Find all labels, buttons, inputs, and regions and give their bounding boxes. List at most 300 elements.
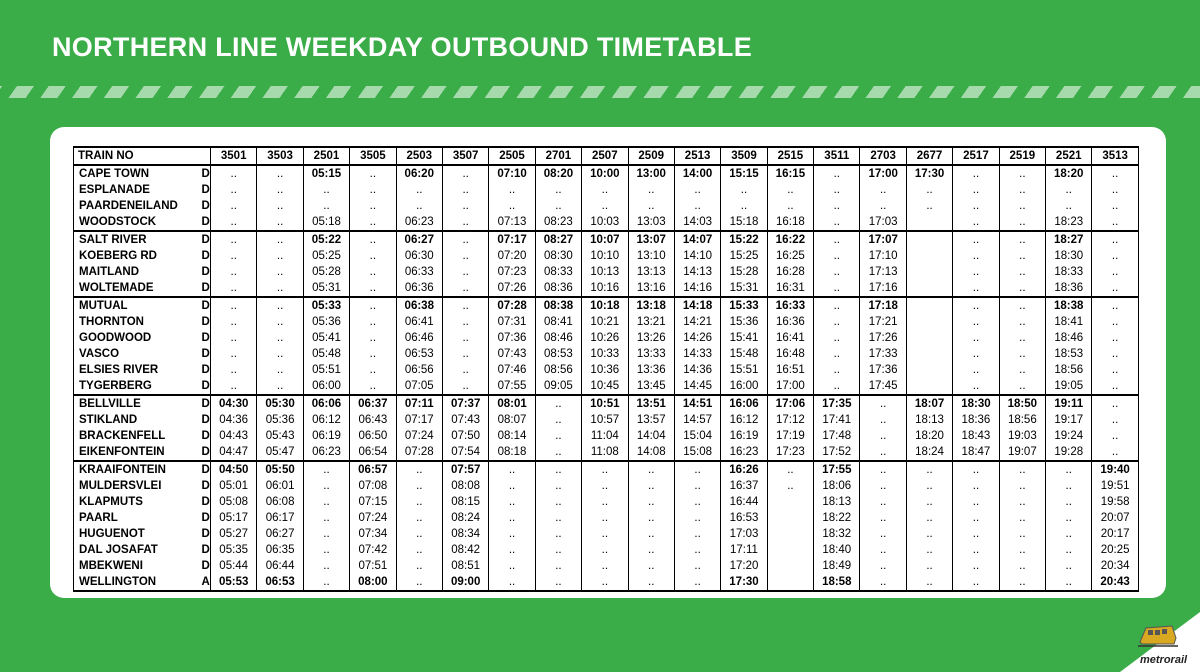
arrive-depart-flag: D (200, 297, 211, 314)
table-row (74, 395, 1139, 412)
time-cell (906, 248, 952, 264)
time-cell: 08:41 (535, 314, 581, 330)
time-cell: 15:18 (721, 214, 767, 231)
time-cell: .. (1046, 494, 1092, 510)
time-cell: .. (953, 574, 999, 591)
time-cell: .. (1046, 182, 1092, 198)
time-cell: 15:28 (721, 264, 767, 280)
time-cell: 15:41 (721, 330, 767, 346)
time-cell: 06:20 (396, 165, 442, 182)
time-cell: .. (906, 574, 952, 591)
time-cell: 05:36 (303, 314, 349, 330)
header-da (200, 147, 211, 165)
time-cell: 07:51 (350, 558, 396, 574)
time-cell: .. (535, 412, 581, 428)
time-cell: 06:36 (396, 280, 442, 297)
time-cell: 15:51 (721, 362, 767, 378)
time-cell: .. (350, 264, 396, 280)
time-cell: .. (350, 165, 396, 182)
header-train-3507: 3507 (442, 147, 488, 165)
time-cell: 07:26 (489, 280, 535, 297)
time-cell: .. (767, 478, 813, 494)
table-row (74, 526, 1139, 542)
time-cell: .. (860, 558, 906, 574)
time-cell: .. (211, 248, 257, 264)
time-cell: .. (953, 461, 999, 478)
time-cell: 08:36 (535, 280, 581, 297)
time-cell: .. (953, 378, 999, 395)
header-train-3511: 3511 (814, 147, 860, 165)
time-cell: 06:56 (396, 362, 442, 378)
time-cell: 07:24 (396, 428, 442, 444)
time-cell: 18:30 (1046, 248, 1092, 264)
time-cell: .. (814, 248, 860, 264)
time-cell: 17:00 (860, 165, 906, 182)
time-cell: 17:19 (767, 428, 813, 444)
time-cell: .. (396, 542, 442, 558)
time-cell: .. (1092, 428, 1138, 444)
time-cell: .. (860, 510, 906, 526)
time-cell: 17:30 (721, 574, 767, 591)
time-cell: 16:00 (721, 378, 767, 395)
time-cell: .. (814, 378, 860, 395)
table-row (74, 494, 1139, 510)
time-cell: .. (999, 182, 1045, 198)
time-cell: 16:26 (721, 461, 767, 478)
time-cell: .. (257, 264, 303, 280)
station-name: CAPE TOWN (74, 165, 200, 182)
time-cell: .. (1092, 214, 1138, 231)
arrive-depart-flag: D (201, 364, 210, 376)
time-cell: 04:47 (211, 444, 257, 461)
time-cell: 13:36 (628, 362, 674, 378)
time-cell: 18:13 (906, 412, 952, 428)
time-cell: .. (303, 198, 349, 214)
arrive-depart-flag: D (201, 512, 210, 524)
time-cell: 17:18 (860, 297, 906, 314)
time-cell: 08:23 (535, 214, 581, 231)
time-cell: 08:14 (489, 428, 535, 444)
time-cell: .. (396, 182, 442, 198)
time-cell: .. (350, 198, 396, 214)
time-cell: .. (999, 165, 1045, 182)
time-cell: .. (211, 362, 257, 378)
time-cell: .. (257, 297, 303, 314)
time-cell: 07:15 (350, 494, 396, 510)
time-cell: 10:45 (582, 378, 628, 395)
time-cell: 07:10 (489, 165, 535, 182)
time-cell: 14:00 (674, 165, 720, 182)
time-cell: .. (350, 378, 396, 395)
time-cell: 18:24 (906, 444, 952, 461)
time-cell: 15:08 (674, 444, 720, 461)
time-cell: 06:53 (396, 346, 442, 362)
train-icon (1138, 622, 1178, 648)
time-cell: .. (257, 280, 303, 297)
time-cell: .. (906, 494, 952, 510)
time-cell: .. (350, 297, 396, 314)
time-cell: .. (442, 330, 488, 346)
time-cell: 17:26 (860, 330, 906, 346)
time-cell: .. (303, 542, 349, 558)
time-cell: .. (442, 362, 488, 378)
time-cell: 20:07 (1092, 510, 1138, 526)
table-row (74, 574, 1139, 591)
time-cell: .. (257, 346, 303, 362)
time-cell: .. (442, 264, 488, 280)
time-cell: 05:25 (303, 248, 349, 264)
time-cell: 07:24 (350, 510, 396, 526)
time-cell: 13:18 (628, 297, 674, 314)
time-cell: 20:34 (1092, 558, 1138, 574)
arrive-depart-flag: D (200, 461, 211, 478)
time-cell: 14:21 (674, 314, 720, 330)
time-cell: .. (257, 198, 303, 214)
arrive-depart-flag: D (200, 378, 211, 395)
time-cell: 17:23 (767, 444, 813, 461)
time-cell: .. (953, 264, 999, 280)
time-cell (906, 346, 952, 362)
time-cell: .. (535, 395, 581, 412)
time-cell: 18:50 (999, 395, 1045, 412)
time-cell: .. (999, 362, 1045, 378)
time-cell: .. (1046, 510, 1092, 526)
time-cell: .. (953, 248, 999, 264)
time-cell: 05:35 (211, 542, 257, 558)
time-cell: 08:33 (535, 264, 581, 280)
time-cell: .. (953, 494, 999, 510)
time-cell: .. (628, 461, 674, 478)
arrive-depart-flag: D (201, 200, 210, 212)
time-cell: 07:28 (489, 297, 535, 314)
time-cell: 08:42 (442, 542, 488, 558)
time-cell (767, 494, 813, 510)
station-name: GOODWOOD (74, 330, 200, 346)
time-cell: 18:07 (906, 395, 952, 412)
time-cell: 06:17 (257, 510, 303, 526)
station-name: SALT RIVER (74, 231, 200, 248)
time-cell: 10:57 (582, 412, 628, 428)
time-cell: 05:33 (303, 297, 349, 314)
time-cell: 17:06 (767, 395, 813, 412)
time-cell: 06:01 (257, 478, 303, 494)
time-cell: 16:36 (767, 314, 813, 330)
time-cell: 07:28 (396, 444, 442, 461)
time-cell: 16:19 (721, 428, 767, 444)
time-cell: 06:23 (396, 214, 442, 231)
time-cell: 18:40 (814, 542, 860, 558)
time-cell: .. (814, 330, 860, 346)
time-cell: .. (860, 444, 906, 461)
arrive-depart-flag: D (201, 184, 210, 196)
decorative-stripe (0, 86, 1200, 98)
time-cell: 14:07 (674, 231, 720, 248)
time-cell: .. (999, 297, 1045, 314)
header-train-2517: 2517 (953, 147, 999, 165)
table-row (74, 478, 1139, 494)
station-name: BELLVILLE (74, 395, 200, 412)
time-cell: .. (396, 558, 442, 574)
time-cell: 16:53 (721, 510, 767, 526)
time-cell: .. (999, 198, 1045, 214)
time-cell: .. (814, 346, 860, 362)
time-cell (906, 362, 952, 378)
time-cell: .. (535, 478, 581, 494)
time-cell: 17:33 (860, 346, 906, 362)
time-cell (906, 378, 952, 395)
time-cell: .. (257, 214, 303, 231)
station-name: TYGERBERG (74, 378, 200, 395)
time-cell: 06:06 (303, 395, 349, 412)
time-cell: .. (860, 461, 906, 478)
time-cell: 15:22 (721, 231, 767, 248)
time-cell: 05:30 (257, 395, 303, 412)
time-cell: 16:51 (767, 362, 813, 378)
time-cell: .. (1092, 231, 1138, 248)
time-cell: .. (303, 478, 349, 494)
time-cell: 13:51 (628, 395, 674, 412)
time-cell: .. (953, 542, 999, 558)
time-cell: 18:20 (1046, 165, 1092, 182)
header-train-no: TRAIN NO (74, 147, 200, 165)
time-cell: 13:10 (628, 248, 674, 264)
time-cell: .. (1046, 558, 1092, 574)
time-cell: 06:53 (257, 574, 303, 591)
time-cell: 10:16 (582, 280, 628, 297)
time-cell: .. (303, 526, 349, 542)
time-cell: .. (211, 314, 257, 330)
time-cell: 10:26 (582, 330, 628, 346)
header-train-2677: 2677 (906, 147, 952, 165)
time-cell: .. (953, 182, 999, 198)
time-cell: 16:12 (721, 412, 767, 428)
time-cell: 10:03 (582, 214, 628, 231)
time-cell: 15:31 (721, 280, 767, 297)
time-cell: .. (257, 378, 303, 395)
time-cell: 19:11 (1046, 395, 1092, 412)
time-cell: .. (396, 494, 442, 510)
time-cell: 13:07 (628, 231, 674, 248)
time-cell: .. (442, 248, 488, 264)
time-cell: 07:31 (489, 314, 535, 330)
time-cell: .. (350, 330, 396, 346)
header-row (74, 147, 1139, 165)
time-cell: .. (953, 297, 999, 314)
time-cell: 07:46 (489, 362, 535, 378)
time-cell: 06:54 (350, 444, 396, 461)
time-cell: .. (906, 198, 952, 214)
time-cell: 15:25 (721, 248, 767, 264)
time-cell: 06:41 (396, 314, 442, 330)
time-cell: 15:15 (721, 165, 767, 182)
station-name: WOODSTOCK (74, 214, 200, 231)
time-cell: .. (442, 214, 488, 231)
time-cell: 19:40 (1092, 461, 1138, 478)
time-cell: 05:17 (211, 510, 257, 526)
time-cell: .. (1092, 182, 1138, 198)
time-cell: 14:45 (674, 378, 720, 395)
timetable-body (74, 165, 1139, 591)
time-cell: .. (1092, 248, 1138, 264)
time-cell: .. (582, 526, 628, 542)
time-cell: .. (860, 494, 906, 510)
time-cell: 07:17 (489, 231, 535, 248)
time-cell: .. (999, 494, 1045, 510)
time-cell: 10:13 (582, 264, 628, 280)
time-cell: 07:11 (396, 395, 442, 412)
time-cell: 05:48 (303, 346, 349, 362)
time-cell: 07:05 (396, 378, 442, 395)
time-cell: 14:13 (674, 264, 720, 280)
time-cell: 05:43 (257, 428, 303, 444)
time-cell: .. (396, 526, 442, 542)
time-cell: 17:45 (860, 378, 906, 395)
time-cell: .. (906, 526, 952, 542)
time-cell: 08:27 (535, 231, 581, 248)
time-cell: 19:03 (999, 428, 1045, 444)
table-row (74, 558, 1139, 574)
time-cell: 18:47 (953, 444, 999, 461)
station-name: ESPLANADE (74, 182, 200, 198)
time-cell: .. (814, 182, 860, 198)
time-cell: 18:13 (814, 494, 860, 510)
time-cell: .. (860, 412, 906, 428)
time-cell: 05:15 (303, 165, 349, 182)
table-row (74, 444, 1139, 461)
time-cell: 07:43 (489, 346, 535, 362)
time-cell: 09:05 (535, 378, 581, 395)
time-cell: 17:48 (814, 428, 860, 444)
time-cell: 07:34 (350, 526, 396, 542)
time-cell: .. (442, 231, 488, 248)
time-cell: 17:00 (767, 378, 813, 395)
arrive-depart-flag: D (201, 250, 210, 262)
time-cell: 18:46 (1046, 330, 1092, 346)
time-cell: .. (953, 198, 999, 214)
time-cell: .. (211, 198, 257, 214)
time-cell (906, 314, 952, 330)
time-cell: .. (257, 314, 303, 330)
time-cell: .. (814, 198, 860, 214)
time-cell: 06:57 (350, 461, 396, 478)
time-cell: .. (442, 314, 488, 330)
metrorail-logo (1120, 612, 1200, 672)
time-cell: .. (767, 461, 813, 478)
time-cell: 07:37 (442, 395, 488, 412)
time-cell: 05:27 (211, 526, 257, 542)
table-row (74, 248, 1139, 264)
time-cell: 19:24 (1046, 428, 1092, 444)
header-train-2513: 2513 (674, 147, 720, 165)
time-cell: 18:23 (1046, 214, 1092, 231)
time-cell: .. (860, 395, 906, 412)
time-cell: 17:07 (860, 231, 906, 248)
table-row (74, 231, 1139, 248)
arrive-depart-flag: D (201, 544, 210, 556)
time-cell: .. (211, 231, 257, 248)
header-train-2701: 2701 (535, 147, 581, 165)
time-cell (906, 297, 952, 314)
time-cell: 17:16 (860, 280, 906, 297)
time-cell: 18:38 (1046, 297, 1092, 314)
time-cell (906, 231, 952, 248)
time-cell: 15:04 (674, 428, 720, 444)
time-cell: .. (814, 297, 860, 314)
time-cell: 17:20 (721, 558, 767, 574)
time-cell: 17:55 (814, 461, 860, 478)
time-cell: .. (906, 542, 952, 558)
time-cell: .. (257, 165, 303, 182)
time-cell: .. (489, 461, 535, 478)
time-cell: .. (535, 542, 581, 558)
time-cell: .. (1046, 542, 1092, 558)
time-cell: .. (674, 510, 720, 526)
time-cell: 16:44 (721, 494, 767, 510)
time-cell: 06:38 (396, 297, 442, 314)
time-cell: 18:30 (953, 395, 999, 412)
time-cell: .. (999, 542, 1045, 558)
time-cell: .. (350, 280, 396, 297)
time-cell: 17:21 (860, 314, 906, 330)
time-cell (906, 264, 952, 280)
station-name: WELLINGTON (74, 574, 200, 591)
time-cell: .. (582, 558, 628, 574)
time-cell: 06:19 (303, 428, 349, 444)
time-cell: .. (814, 165, 860, 182)
header-train-3503: 3503 (257, 147, 303, 165)
time-cell: .. (1046, 574, 1092, 591)
time-cell: 07:42 (350, 542, 396, 558)
time-cell: .. (211, 297, 257, 314)
time-cell: 18:53 (1046, 346, 1092, 362)
time-cell: 16:22 (767, 231, 813, 248)
time-cell: .. (999, 378, 1045, 395)
time-cell: .. (674, 182, 720, 198)
time-cell: .. (906, 510, 952, 526)
time-cell: 19:07 (999, 444, 1045, 461)
time-cell: .. (350, 214, 396, 231)
time-cell: .. (1092, 362, 1138, 378)
time-cell: .. (628, 478, 674, 494)
header-train-2501: 2501 (303, 147, 349, 165)
table-row (74, 510, 1139, 526)
time-cell: .. (767, 198, 813, 214)
time-cell: 06:37 (350, 395, 396, 412)
time-cell: .. (442, 165, 488, 182)
time-cell: .. (953, 526, 999, 542)
time-cell: 08:53 (535, 346, 581, 362)
time-cell: 07:55 (489, 378, 535, 395)
time-cell: .. (442, 198, 488, 214)
header-train-2509: 2509 (628, 147, 674, 165)
arrive-depart-flag: D (201, 480, 210, 492)
time-cell: 18:33 (1046, 264, 1092, 280)
arrive-depart-flag: D (201, 496, 210, 508)
time-cell: 05:53 (211, 574, 257, 591)
time-cell: 18:43 (953, 428, 999, 444)
time-cell: .. (1092, 346, 1138, 362)
time-cell: .. (767, 182, 813, 198)
time-cell: .. (582, 494, 628, 510)
time-cell: .. (1092, 444, 1138, 461)
time-cell: .. (628, 198, 674, 214)
time-cell (906, 214, 952, 231)
time-cell: 07:08 (350, 478, 396, 494)
time-cell: 05:01 (211, 478, 257, 494)
time-cell: 05:22 (303, 231, 349, 248)
time-cell: .. (1092, 198, 1138, 214)
time-cell: 06:27 (257, 526, 303, 542)
